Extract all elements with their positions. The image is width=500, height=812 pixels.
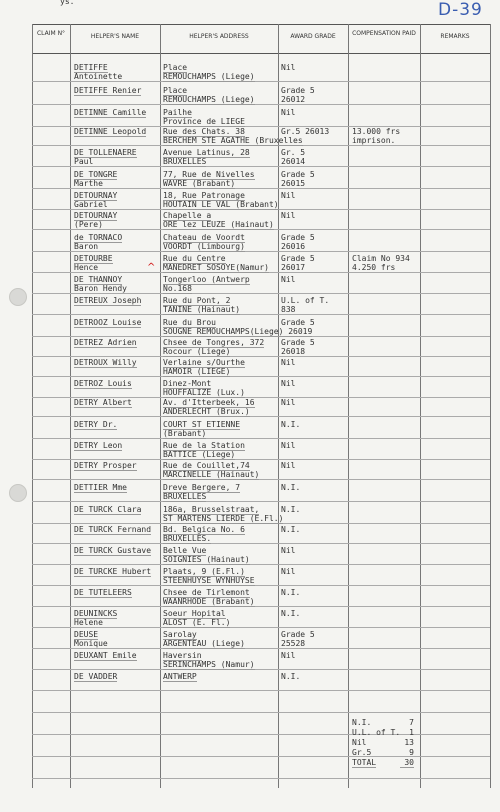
- helper-address: 186a, Brusselstraat,: [163, 505, 260, 514]
- helper-name: DETOURBE: [74, 254, 113, 263]
- helper-name: DE TUTELEERS: [74, 588, 132, 597]
- row-rule: [32, 459, 490, 460]
- helper-address: Soeur Hopital: [163, 609, 226, 618]
- column-rule: [348, 24, 349, 788]
- helper-address: REMOUCHAMPS (Liege): [163, 95, 255, 104]
- helper-address: Rue du Centre: [163, 254, 226, 263]
- helper-address: BRUXELLES: [163, 492, 207, 501]
- column-rule: [420, 24, 421, 788]
- row-rule: [32, 734, 490, 735]
- helper-name: DETIFFE Renier: [74, 86, 142, 95]
- award-grade: Nil: [281, 275, 296, 284]
- award-grade: Nil: [281, 379, 296, 388]
- award-grade: Gr. 5: [281, 148, 306, 157]
- column-rule: [160, 24, 161, 788]
- award-grade: N.I.: [281, 609, 301, 618]
- award-grade: Grade 5: [281, 630, 315, 639]
- helper-name: DETOURNAY: [74, 191, 118, 200]
- summary-label: TOTAL: [352, 758, 377, 767]
- summary-value: 1: [409, 728, 414, 737]
- helper-name: Antoinette: [74, 72, 123, 81]
- helper-name: DE THANNOY: [74, 275, 123, 284]
- award-grade: U.L. of T.: [281, 296, 330, 305]
- helper-address: HOUTAIN LE VAL (Brabant): [163, 200, 279, 209]
- award-grade: N.I.: [281, 525, 301, 534]
- helper-address: TANINE (Hainaut): [163, 305, 241, 314]
- helper-name: DE VADDER: [74, 672, 118, 681]
- award-grade: 25528: [281, 639, 306, 648]
- helper-address: MARCINELLE (Hainaut): [163, 470, 260, 479]
- helper-address: VOORDT (Limbourg): [163, 242, 245, 251]
- summary-label: U.L. of T.: [352, 728, 401, 737]
- helper-name: DETRY Dr.: [74, 420, 118, 429]
- helper-address: Chsee de Tirlemont: [163, 588, 250, 597]
- helper-address: Plaats, 9 (E.Fl.): [163, 567, 245, 576]
- row-rule: [32, 81, 490, 82]
- award-grade: 26012: [281, 95, 306, 104]
- helper-address: Pailhe: [163, 108, 192, 117]
- helper-address: BRUXELLES: [163, 157, 207, 166]
- award-grade: N.I.: [281, 420, 301, 429]
- helper-name: Baron: [74, 242, 99, 251]
- helper-address: BRUXELLES.: [163, 534, 212, 543]
- award-grade: 26015: [281, 179, 306, 188]
- summary-label: Gr.5: [352, 748, 372, 757]
- helper-address: Rue des Chats. 38: [163, 127, 245, 136]
- helper-name: Gabriel: [74, 200, 108, 209]
- row-rule: [32, 416, 490, 417]
- helper-name: DETREUX Joseph: [74, 296, 142, 305]
- helper-address: Place: [163, 63, 188, 72]
- summary-label: N.I.: [352, 718, 372, 727]
- compensation-paid: 4.250 frs: [352, 263, 396, 272]
- helper-name: Hence: [74, 263, 99, 272]
- award-grade: 26018: [281, 347, 306, 356]
- column-rule: [32, 24, 33, 788]
- summary-label: Nil: [352, 738, 367, 747]
- award-grade: Grade 5: [281, 318, 315, 327]
- column-rule: [70, 24, 71, 788]
- helper-address: Rocour (Liege): [163, 347, 231, 356]
- helper-name: DEUSE: [74, 630, 99, 639]
- helper-name: DETINNE Leopold: [74, 127, 147, 136]
- row-rule: [32, 166, 490, 167]
- award-grade: N.I.: [281, 588, 301, 597]
- helper-name: Monique: [74, 639, 108, 648]
- helper-name: DEUXANT Emile: [74, 651, 137, 660]
- helper-address: SOUGNE REMOUCHAMPS(Liege) 26019: [163, 327, 313, 336]
- helper-address: BERCHEM STE AGATHE (Bruxelles: [163, 136, 303, 145]
- helper-address: Tongerloo (Antwerp: [163, 275, 250, 284]
- award-grade: N.I.: [281, 672, 301, 681]
- award-grade: Nil: [281, 398, 296, 407]
- helper-address: Place: [163, 86, 188, 95]
- helper-address: Province de LIEGE: [163, 117, 245, 126]
- helper-name: DETRY Leon: [74, 441, 123, 450]
- compensation-paid: 13.000 frs: [352, 127, 401, 136]
- red-tick-mark: ^: [147, 262, 156, 273]
- row-rule: [32, 251, 490, 252]
- award-grade: Nil: [281, 461, 296, 470]
- award-grade: Grade 5: [281, 233, 315, 242]
- header-helper-address: HELPER'S ADDRESS: [189, 33, 249, 40]
- row-rule: [32, 690, 490, 691]
- header-claim-no: CLAIM N°: [36, 30, 66, 37]
- helper-name: DETROUX Willy: [74, 358, 137, 367]
- compensation-paid: Claim No 934: [352, 254, 410, 263]
- helper-address: WAANRHODE (Brabant): [163, 597, 255, 606]
- helper-address: Belle Vue: [163, 546, 207, 555]
- award-grade: Grade 5: [281, 86, 315, 95]
- helper-name: DETROZ Louis: [74, 379, 132, 388]
- row-rule: [32, 501, 490, 502]
- award-grade: 838: [281, 305, 296, 314]
- helper-address: Rue du Brou: [163, 318, 216, 327]
- helper-address: HAMOIR (LIEGE): [163, 367, 231, 376]
- award-grade: Grade 5: [281, 338, 315, 347]
- award-grade: Nil: [281, 546, 296, 555]
- helper-address: ANTWERP: [163, 672, 197, 681]
- row-rule: [32, 293, 490, 294]
- row-rule: [32, 585, 490, 586]
- helper-name: (Pere): [74, 220, 103, 229]
- helper-address: Dinez-Mont: [163, 379, 212, 388]
- helper-name: DETIFFE: [74, 63, 108, 72]
- helper-address: Verlaine s/Ourthe: [163, 358, 245, 367]
- row-rule: [32, 376, 490, 377]
- helper-name: Marthe: [74, 179, 103, 188]
- summary-value: 9: [409, 748, 414, 757]
- helper-address: BATTICE (Liege): [163, 450, 236, 459]
- helper-address: Dreve Bergere, 7: [163, 483, 241, 492]
- row-rule: [32, 669, 490, 670]
- award-grade: Grade 5: [281, 254, 315, 263]
- helper-address: Sarolay: [163, 630, 197, 639]
- helper-name: DETOURNAY: [74, 211, 118, 220]
- helper-address: HOUFFALIZE (Lux.): [163, 388, 245, 397]
- row-rule: [32, 188, 490, 189]
- header-award-grade: AWARD GRADE: [290, 33, 336, 40]
- helper-name: Paul: [74, 157, 94, 166]
- row-rule: [32, 479, 490, 480]
- row-rule: [32, 778, 490, 779]
- helper-name: DE TONGRE: [74, 170, 118, 179]
- helper-name: Baron Hendy: [74, 284, 127, 293]
- award-grade: 26014: [281, 157, 306, 166]
- helper-name: DE TURCKE Hubert: [74, 567, 152, 576]
- helper-address: REMOUCHAMPS (Liege): [163, 72, 255, 81]
- helper-address: ORE lez LEUZE (Hainaut): [163, 220, 274, 229]
- summary-value: 13: [404, 738, 414, 747]
- reference-mark: D-39: [438, 0, 483, 20]
- summary-value: 7: [409, 718, 414, 727]
- helper-address: Chsee de Tongres, 372: [163, 338, 265, 347]
- helper-name: DETREZ Adrien: [74, 338, 137, 347]
- helper-address: ST MARTENS LIERDE (E.Fl.): [163, 514, 284, 523]
- award-grade: Grade 5: [281, 170, 315, 179]
- corner-text: ys.: [60, 0, 75, 6]
- award-grade: Nil: [281, 63, 296, 72]
- header-helper-name: HELPER'S NAME: [90, 33, 140, 40]
- helper-name: DE TURCK Gustave: [74, 546, 152, 555]
- helper-address: Haversin: [163, 651, 202, 660]
- helper-address: COURT ST ETIENNE: [163, 420, 241, 429]
- award-grade: Nil: [281, 358, 296, 367]
- award-grade: Gr.5 26013: [281, 127, 330, 136]
- helper-address: 18, Rue Patronage: [163, 191, 245, 200]
- header-remarks: REMARKS: [440, 33, 470, 40]
- compensation-paid: imprison.: [352, 136, 396, 145]
- helper-name: DE TOLLENAERE: [74, 148, 137, 157]
- helper-address: Chateau de Voordt: [163, 233, 245, 242]
- helper-address: No.168: [163, 284, 192, 293]
- helper-name: de TORNACO: [74, 233, 123, 242]
- award-grade: N.I.: [281, 483, 301, 492]
- helper-address: MANEDRET SOSOYE(Namur): [163, 263, 269, 272]
- helper-name: DETROOZ Louise: [74, 318, 142, 327]
- helper-address: SOIGNIES (Hainaut): [163, 555, 250, 564]
- header-compensation: COMPENSATION PAID: [352, 30, 416, 37]
- summary-value: 30: [400, 758, 414, 768]
- punch-hole: [9, 484, 27, 502]
- punch-hole: [9, 288, 27, 306]
- column-rule: [490, 24, 491, 788]
- helper-address: Rue de la Station: [163, 441, 245, 450]
- helper-address: Bd. Belgica No. 6: [163, 525, 245, 534]
- row-rule: [32, 314, 490, 315]
- row-rule: [32, 627, 490, 628]
- row-rule: [32, 543, 490, 544]
- award-grade: Nil: [281, 108, 296, 117]
- helper-address: Rue du Pont, 2: [163, 296, 231, 305]
- helper-address: (Brabant): [163, 429, 207, 438]
- row-rule: [32, 606, 490, 607]
- helper-name: DEUNINCKS: [74, 609, 118, 618]
- helper-address: STEENHUYSE WYNHUYSE: [163, 576, 255, 585]
- row-rule: [32, 648, 490, 649]
- helper-name: DETINNE Camille: [74, 108, 147, 117]
- award-grade: N.I.: [281, 505, 301, 514]
- helper-address: Chapelle a: [163, 211, 212, 220]
- award-grade: Nil: [281, 211, 296, 220]
- helper-address: WAVRE (Brabant): [163, 179, 236, 188]
- award-grade: Nil: [281, 441, 296, 450]
- row-rule: [32, 564, 490, 565]
- helper-address: ANDERLECHT (Brux.): [163, 407, 250, 416]
- award-grade: Nil: [281, 651, 296, 660]
- row-rule: [32, 756, 490, 757]
- helper-address: ARGENTEAU (Liege): [163, 639, 245, 648]
- helper-address: 77, Rue de Nivelles: [163, 170, 255, 179]
- helper-address: ALOST (E. Fl.): [163, 618, 231, 627]
- helper-name: DE TURCK Clara: [74, 505, 142, 514]
- helper-address: Avenue Latinus, 28: [163, 148, 250, 157]
- row-rule: [32, 712, 490, 713]
- helper-name: DETRY Albert: [74, 398, 132, 407]
- row-rule: [32, 356, 490, 357]
- helper-name: Helene: [74, 618, 103, 627]
- helper-name: DETTIER Mme: [74, 483, 127, 492]
- helper-name: DETRY Prosper: [74, 461, 137, 470]
- award-grade: Nil: [281, 567, 296, 576]
- award-grade: 26016: [281, 242, 306, 251]
- helper-address: Av. d'Itterbeek, 16: [163, 398, 255, 407]
- award-grade: Nil: [281, 191, 296, 200]
- helper-address: Rue de Couillet,74: [163, 461, 250, 470]
- row-rule: [32, 438, 490, 439]
- award-grade: 26017: [281, 263, 306, 272]
- helper-address: SERINCHAMPS (Namur): [163, 660, 255, 669]
- row-rule: [32, 104, 490, 105]
- helper-name: DE TURCK Fernand: [74, 525, 152, 534]
